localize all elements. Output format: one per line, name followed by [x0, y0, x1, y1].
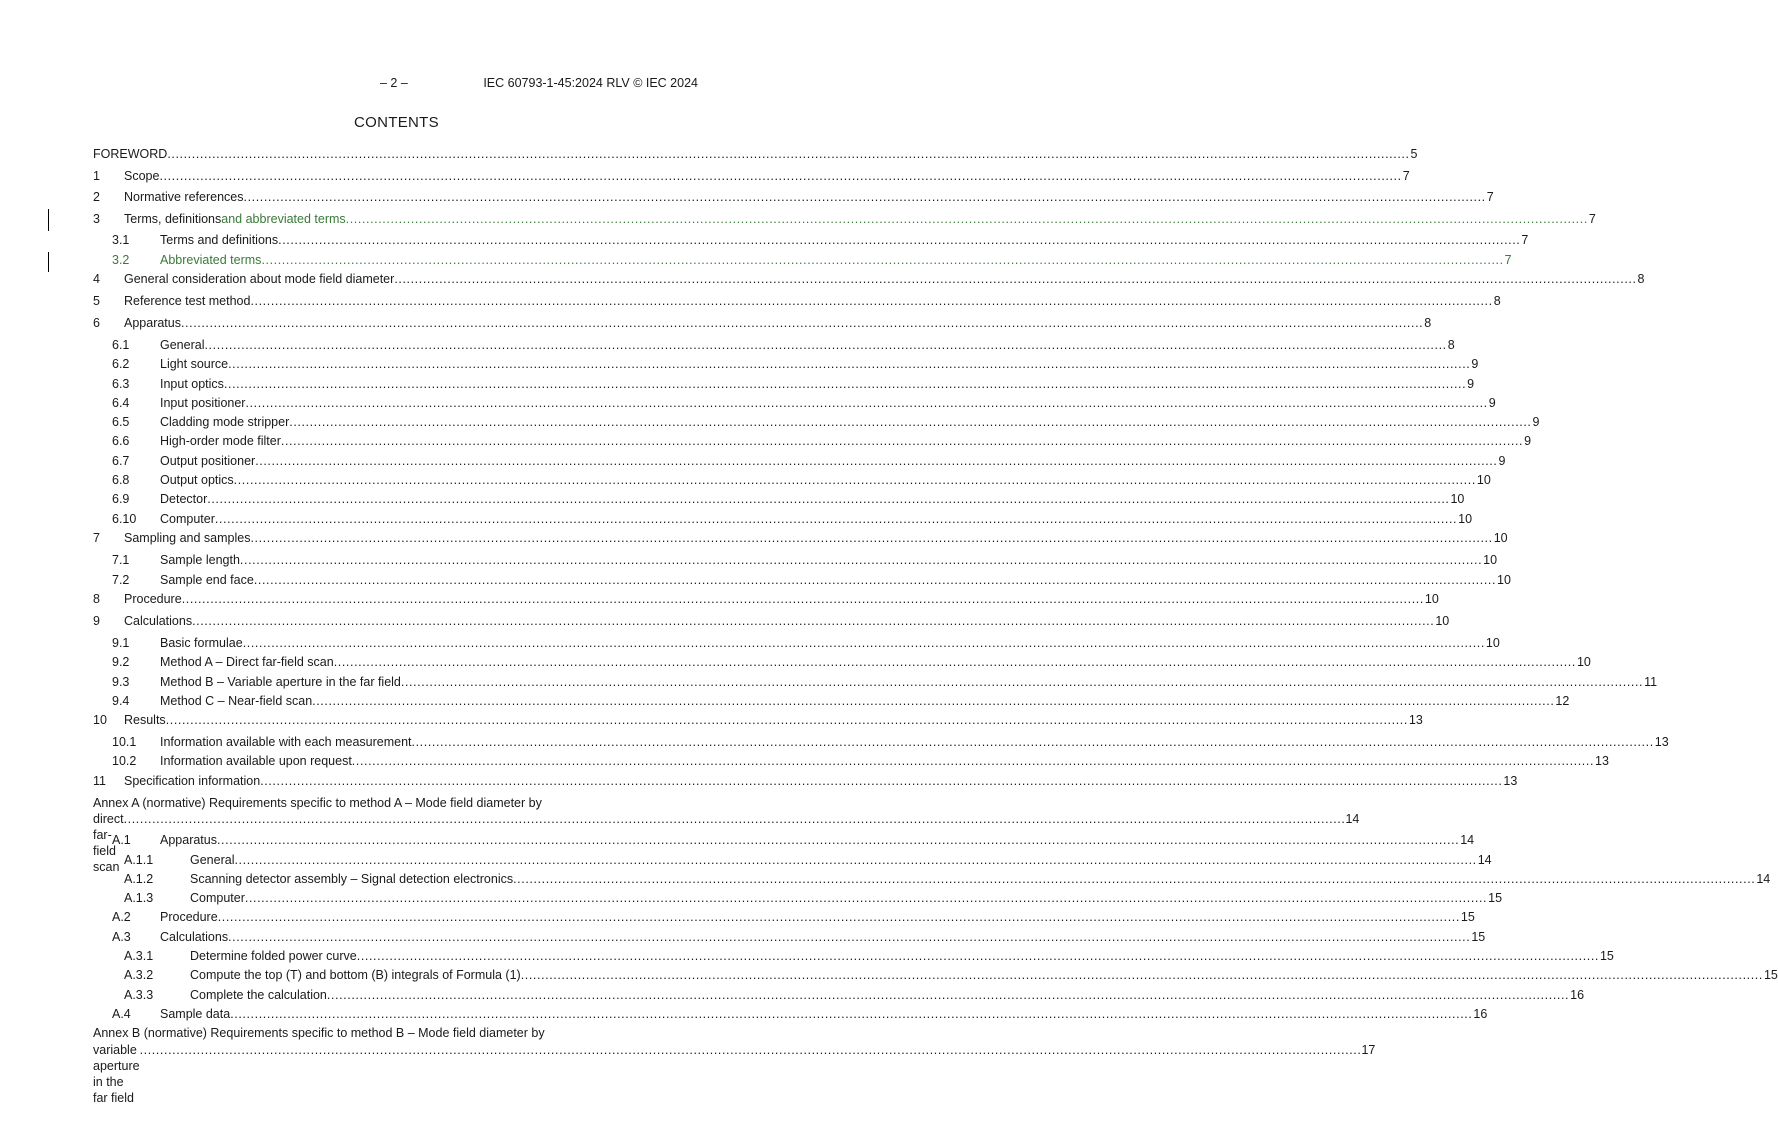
toc-entry-number: 9.3	[112, 675, 130, 689]
toc-entry-page: 14	[1756, 872, 1771, 886]
toc-entry-page: 8	[1447, 338, 1455, 352]
toc-entry-title: General	[190, 853, 235, 867]
toc-subentry[interactable]	[93, 674, 1658, 690]
toc-entry-title: Detector	[160, 492, 208, 506]
toc-entry[interactable]	[93, 773, 1518, 789]
toc-entry-number: 10	[93, 713, 107, 727]
dot-leader	[513, 871, 1755, 887]
toc-entry-number: 6.1	[112, 338, 130, 352]
toc-entry-page: 13	[1654, 735, 1669, 749]
toc-entry-title: Sample data	[160, 1007, 231, 1021]
toc-subentry[interactable]	[93, 693, 1570, 709]
toc-entry-page: 15	[1488, 891, 1503, 905]
toc-entry-number: A.3	[112, 930, 131, 944]
toc-entry-number: A.3.2	[124, 968, 154, 982]
toc-entry-title: Procedure	[124, 592, 182, 606]
toc-entry-page: 7	[1486, 190, 1494, 204]
toc-subsubentry[interactable]	[93, 852, 1492, 868]
toc-entry-number: 6.9	[112, 492, 130, 506]
toc-subsubentry[interactable]	[93, 967, 1778, 983]
toc-entry-title: direct far-field scan	[93, 812, 124, 874]
toc-entry-title: Method C – Near-field scan	[160, 694, 313, 708]
dot-leader	[521, 967, 1763, 983]
toc-entry-page: 8	[1493, 294, 1501, 308]
toc-entry-page: 10	[1576, 655, 1591, 669]
dot-leader	[228, 929, 1470, 945]
toc-entry-title: Information available upon request	[160, 754, 352, 768]
dot-leader	[240, 552, 1482, 568]
toc-entry-title: Calculations	[124, 614, 193, 628]
toc-entry-page: 10	[1483, 553, 1498, 567]
toc-entry-number: 7.2	[112, 573, 130, 587]
dot-leader	[243, 635, 1485, 651]
dot-leader	[218, 909, 1460, 925]
toc-entry-number: 11	[93, 774, 106, 788]
toc-subentry[interactable]	[93, 491, 1465, 507]
toc-entry[interactable]	[93, 591, 1439, 607]
toc-entry-page: 15	[1460, 910, 1475, 924]
toc-entry-number: A.1	[112, 833, 131, 847]
toc-entry-number: 6.3	[112, 377, 130, 391]
standard-reference: IEC 60793-1-45:2024 RLV © IEC 2024	[483, 76, 698, 90]
toc-entry-number: A.3.1	[124, 949, 154, 963]
toc-entry-title: Input optics	[160, 377, 224, 391]
toc-subentry[interactable]	[93, 511, 1473, 527]
toc-entry-page: 10	[1493, 531, 1508, 545]
page-title: CONTENTS	[354, 114, 439, 131]
toc-entry-title: Light source	[160, 357, 229, 371]
toc-entry-number: 6.6	[112, 434, 130, 448]
toc-entry-title: High-order mode filter	[160, 434, 281, 448]
dot-leader	[357, 948, 1599, 964]
toc-subentry[interactable]	[93, 232, 1529, 248]
toc-entry[interactable]	[93, 530, 1508, 546]
toc-entry-title: Sample end face	[160, 573, 254, 587]
change-bar	[48, 209, 49, 231]
toc-entry-title: Scope	[124, 169, 160, 183]
toc-subentry[interactable]	[93, 552, 1498, 568]
toc-entry-number: 6.8	[112, 473, 130, 487]
toc-entry-page: 9	[1471, 357, 1479, 371]
dot-leader	[217, 832, 1459, 848]
toc-entry[interactable]	[93, 315, 1432, 331]
toc-entry-number: 10.1	[112, 735, 137, 749]
toc-entry-number: 9.2	[112, 655, 130, 669]
toc-entry[interactable]	[93, 168, 1410, 184]
toc-subsubentry[interactable]	[93, 871, 1771, 887]
toc-annex-b[interactable]	[93, 1025, 1376, 1105]
toc-entry-page: 14	[1345, 812, 1360, 826]
toc-subentry[interactable]	[93, 356, 1479, 372]
dot-leader	[327, 987, 1569, 1003]
toc-entry-title: Computer	[160, 512, 215, 526]
toc-entry-number: 3	[93, 212, 100, 226]
dot-leader	[159, 168, 1401, 184]
toc-entry-page: 10	[1458, 512, 1473, 526]
dot-leader	[255, 453, 1497, 469]
dot-leader	[234, 852, 1476, 868]
dot-leader: ............................................................................................................................................................................................................................................................................................................	[139, 1043, 1362, 1057]
toc-subentry[interactable]	[93, 832, 1475, 848]
toc-entry-number: 6.5	[112, 415, 130, 429]
toc-entry-page: 9	[1524, 434, 1532, 448]
dot-leader	[346, 211, 1588, 227]
toc-entry[interactable]	[93, 189, 1494, 205]
dot-leader	[289, 414, 1531, 430]
toc-entry-page: 14	[1460, 833, 1475, 847]
dot-leader	[228, 356, 1470, 372]
toc-entry-number: 7.1	[112, 553, 130, 567]
toc-entry-title: Reference test method	[124, 294, 251, 308]
toc-entry-number: 9.1	[112, 636, 130, 650]
toc-entry-title: Output optics	[160, 473, 234, 487]
toc-entry-page: 8	[1424, 316, 1432, 330]
toc-entry-title: Apparatus	[124, 316, 181, 330]
toc-subentry[interactable]	[93, 734, 1669, 750]
toc-entry-number: 1	[93, 169, 100, 183]
toc-entry[interactable]	[93, 712, 1423, 728]
toc-entry-number: 6.7	[112, 454, 130, 468]
toc-subentry-added[interactable]	[93, 252, 1512, 268]
toc-entry-title: Normative references	[124, 190, 244, 204]
toc-entry-page: 9	[1488, 396, 1496, 410]
toc-entry-page: 7	[1588, 212, 1596, 226]
toc-entry-number: 5	[93, 294, 100, 308]
toc-subentry[interactable]	[93, 337, 1455, 353]
toc-entry-title: Determine folded power curve	[190, 949, 357, 963]
toc-entry-title: General consideration about mode field diameter	[124, 272, 395, 286]
toc-entry-title: Terms and definitions	[160, 233, 279, 247]
toc-entry-number: 7	[93, 531, 100, 545]
toc-entry-page: 15	[1599, 949, 1614, 963]
toc-entry-page: 10	[1450, 492, 1465, 506]
toc-entry-number: 6	[93, 316, 100, 330]
dot-leader	[215, 511, 1457, 527]
toc-entry-title: Scanning detector assembly – Signal detection electronics	[190, 872, 514, 886]
toc-entry-number: 3.2	[112, 253, 130, 267]
toc-entry-title: Abbreviated terms	[160, 253, 262, 267]
toc-entry-page: 16	[1473, 1007, 1488, 1021]
toc-subsubentry[interactable]	[93, 987, 1585, 1003]
toc-entry-title: Calculations	[160, 930, 229, 944]
toc-entry-page: 10	[1485, 636, 1500, 650]
toc-entry-page: 7	[1402, 169, 1410, 183]
toc-entry-number: 2	[93, 190, 100, 204]
toc-entry-number: 8	[93, 592, 100, 606]
dot-leader	[352, 753, 1594, 769]
dot-leader	[334, 654, 1576, 670]
toc-entry-number: 9	[93, 614, 100, 628]
toc-entry-title: Apparatus	[160, 833, 217, 847]
toc-entry[interactable]	[93, 293, 1501, 309]
dot-leader	[281, 433, 1523, 449]
toc-entry[interactable]	[93, 211, 1596, 227]
toc-entry-page: 15	[1763, 968, 1778, 982]
toc-entry-number: 6.4	[112, 396, 130, 410]
toc-entry-title: Procedure	[160, 910, 218, 924]
toc-entry-page: 13	[1408, 713, 1423, 727]
toc-entry-page: 14	[1477, 853, 1492, 867]
toc-entry-title: Computer	[190, 891, 245, 905]
toc-entry-page: 10	[1435, 614, 1450, 628]
dot-leader	[234, 472, 1476, 488]
toc-entry-page: 17	[1361, 1043, 1376, 1057]
dot-leader	[245, 395, 1487, 411]
toc-entry-page: 8	[1637, 272, 1645, 286]
toc-entry-title: Cladding mode stripper	[160, 415, 290, 429]
toc-entry-number: A.1.3	[124, 891, 154, 905]
toc-annex-heading: Annex B (normative) Requirements specific to method B – Mode field diameter by	[93, 1026, 545, 1040]
dot-leader	[192, 613, 1434, 629]
toc-entry-number: 10.2	[112, 754, 137, 768]
toc-entry-title: FOREWORD	[93, 147, 168, 161]
dot-leader	[245, 890, 1487, 906]
dot-leader	[250, 293, 1492, 309]
toc-entry-page: 16	[1570, 988, 1585, 1002]
toc-entry-title: Results	[124, 713, 166, 727]
toc-entry-title: Terms, definitions	[124, 212, 222, 226]
dot-leader	[250, 530, 1492, 546]
toc-entry-title: Information available with each measurement	[160, 735, 412, 749]
toc-subentry[interactable]	[93, 753, 1609, 769]
dot-leader	[244, 189, 1486, 205]
toc-entry-number: 4	[93, 272, 100, 286]
toc-entry-title: Specification information	[124, 774, 261, 788]
dot-leader	[224, 376, 1466, 392]
toc-annex-heading: Annex A (normative) Requirements specific to method A – Mode field diameter by	[93, 796, 542, 810]
toc-entry-title: Method B – Variable aperture in the far field	[160, 675, 401, 689]
dot-leader	[412, 734, 1654, 750]
toc-entry-page: 7	[1521, 233, 1529, 247]
toc-entry-title: Basic formulae	[160, 636, 243, 650]
toc-entry-page: 10	[1476, 473, 1491, 487]
toc-entry-page: 15	[1471, 930, 1486, 944]
toc-entry-page: 11	[1644, 675, 1658, 689]
toc-entry-page: 13	[1503, 774, 1518, 788]
dot-leader: ............................................................................................................................................................................................................................................................................................................	[123, 812, 1346, 826]
toc-entry-number: A.1.1	[124, 853, 154, 867]
toc-subentry[interactable]	[93, 929, 1486, 945]
dot-leader	[394, 271, 1636, 287]
toc-subsubentry[interactable]	[93, 948, 1614, 964]
toc-entry-number: 6.10	[112, 512, 137, 526]
toc-entry-title: Sampling and samples	[124, 531, 251, 545]
toc-subentry[interactable]	[93, 909, 1475, 925]
dot-leader	[204, 337, 1446, 353]
dot-leader	[260, 773, 1502, 789]
toc-entry-page: 9	[1532, 415, 1540, 429]
dot-leader	[254, 572, 1496, 588]
dot-leader	[182, 591, 1424, 607]
toc-entry-title: variable aperture in the far field	[93, 1043, 140, 1105]
page-number: – 2 –	[380, 76, 408, 90]
toc-subentry[interactable]	[93, 395, 1496, 411]
toc-entry-title-added: and abbreviated terms	[221, 212, 346, 226]
toc-entry-title: Method A – Direct far-field scan	[160, 655, 334, 669]
toc-subentry[interactable]	[93, 572, 1511, 588]
toc-subentry[interactable]	[93, 1006, 1488, 1022]
toc-entry-foreword[interactable]	[93, 146, 1418, 162]
toc-entry-number: A.2	[112, 910, 131, 924]
toc-entry-number: 3.1	[112, 233, 130, 247]
toc-entry-page: 10	[1497, 573, 1511, 587]
toc-subentry[interactable]	[93, 376, 1475, 392]
toc-entry-number: 6.2	[112, 357, 130, 371]
toc-entry-page: 10	[1424, 592, 1439, 606]
toc-entry-number: A.3.3	[124, 988, 154, 1002]
change-bar	[48, 252, 49, 272]
toc-subentry[interactable]	[93, 472, 1491, 488]
toc-subsubentry[interactable]	[93, 890, 1503, 906]
dot-leader	[207, 491, 1449, 507]
toc-entry-title: Complete the calculation	[190, 988, 327, 1002]
toc-entry-title: Sample length	[160, 553, 240, 567]
toc-entry-page: 12	[1555, 694, 1570, 708]
toc-entry-number: 9.4	[112, 694, 130, 708]
toc-entry-page: 7	[1504, 253, 1512, 267]
toc-subentry[interactable]	[93, 414, 1540, 430]
toc-entry[interactable]	[93, 613, 1450, 629]
toc-subentry[interactable]	[93, 433, 1532, 449]
toc-entry-title: General	[160, 338, 205, 352]
toc-entry-page: 9	[1498, 454, 1506, 468]
toc-entry-page: 9	[1467, 377, 1475, 391]
dot-leader	[230, 1006, 1472, 1022]
dot-leader	[401, 674, 1643, 690]
toc-entry-title: Output positioner	[160, 454, 256, 468]
dot-leader	[166, 712, 1408, 728]
dot-leader	[181, 315, 1423, 331]
dot-leader	[312, 693, 1554, 709]
toc-entry-title: Input positioner	[160, 396, 246, 410]
toc-entry-page: 5	[1410, 147, 1418, 161]
dot-leader	[167, 146, 1409, 162]
toc-entry-page: 13	[1595, 754, 1609, 768]
toc-subentry[interactable]	[93, 654, 1591, 670]
toc-subentry[interactable]	[93, 635, 1500, 651]
toc-subentry[interactable]	[93, 453, 1506, 469]
toc-entry-number: A.1.2	[124, 872, 154, 886]
toc-entry[interactable]	[93, 271, 1645, 287]
dot-leader	[278, 232, 1520, 248]
toc-entry-title: Compute the top (T) and bottom (B) integrals of Formula (1)	[190, 968, 521, 982]
toc-entry-number: A.4	[112, 1007, 131, 1021]
dot-leader	[261, 252, 1503, 268]
